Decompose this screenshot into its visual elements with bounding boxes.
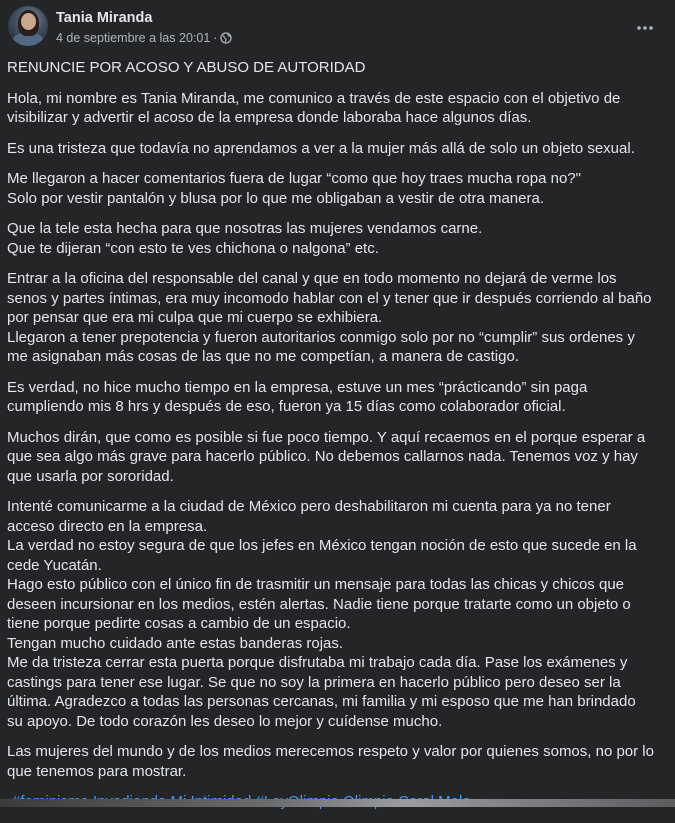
- post-title: RENUNCIE POR ACOSO Y ABUSO DE AUTORIDAD: [7, 59, 366, 76]
- more-options-button[interactable]: [631, 14, 659, 42]
- post-meta: [56, 31, 232, 45]
- more-horizontal-icon: [637, 26, 653, 30]
- avatar[interactable]: [8, 6, 48, 46]
- meta-separator: ·: [213, 31, 218, 45]
- author-name[interactable]: Tania Miranda: [56, 10, 153, 26]
- post-timestamp[interactable]: 4 de septiembre a las 20:01: [56, 31, 211, 45]
- post-image-edge[interactable]: [0, 799, 675, 807]
- post-paragraph: Es una tristeza que todavía no aprendamos a ver a la mujer más allá de solo un objeto sexual.: [7, 139, 635, 157]
- post-paragraph: Que la tele esta hecha para que nosotras las mujeres vendamos carne. Que te dijeran “con esto te ves chichona o nalgona” etc.: [7, 220, 483, 257]
- post-paragraph: Es verdad, no hice mucho tiempo en la empresa, estuve un mes “prácticando” sin paga cumpliendo mis 8 hrs y después de eso, fueron ya 15 días como colaborador oficial.: [7, 378, 588, 415]
- post-paragraph: Las mujeres del mundo y de los medios merecemos respeto y valor por quienes somos, no por lo que tenemos para mostrar.: [7, 743, 654, 780]
- post-header: [8, 6, 667, 50]
- post-paragraph: Entrar a la oficina del responsable del canal y que en todo momento no dejará de verme los senos y partes íntimas, era muy incomodo hablar con el y tener que ir después corriendo al baño por pensar que era mi culpa que mi cuerpo se exhibiera. Llegaron a tener prepotencia y fueron autoritarios conmigo solo por no “cumplir” sus ordenes y me asignaban más cosas de las que no me competían, a manera de castigo.: [7, 270, 652, 365]
- post-paragraph: Me llegaron a hacer comentarios fuera de lugar “como que hoy traes mucha ropa no?" Solo por vestir pantalón y blusa por lo que me obligaban a vestir de otra manera.: [7, 170, 581, 207]
- globe-icon[interactable]: [220, 32, 232, 44]
- post-body: [7, 58, 655, 823]
- post-paragraph: Hola, mi nombre es Tania Miranda, me comunico a través de este espacio con el objetivo de visibilizar y advertir el acoso de la empresa donde laboraba hace algunos días.: [7, 89, 621, 126]
- post-paragraph: Muchos dirán, que como es posible si fue poco tiempo. Y aquí recaemos en el porque esperar a que sea algo más grave para hacerlo público. No debemos callarnos nada. Tenemos voz y hay que usarla por sororidad.: [7, 428, 646, 485]
- post-paragraph: Intenté comunicarme a la ciudad de México pero deshabilitaron mi cuenta para ya no tener acceso directo en la empresa. La verdad no estoy segura de que los jefes en México tengan noción de esto que sucede en la cede Yucatán. Hago esto público con el único fin de trasmitir un mensaje para todas las chicas y chicos que deseen incursionar en los medios, estén alertas. Nadie tiene porque tratarte como un objeto o tiene porque pedirte cosas a cambio de un espacio. Tengan mucho cuidado ante estas banderas rojas. Me da tristeza cerrar esta puerta porque disfrutaba mi trabajo cada día. Pase los exámenes y castings para tener ese lugar. Se que no soy la primera en hacerlo público pero deseo ser la última. Agradezco a todas las personas cercanas, mi familia y mi esposo que me han brindado su apoyo. De todo corazón les deseo lo mejor y cuídense mucho.: [7, 498, 637, 730]
